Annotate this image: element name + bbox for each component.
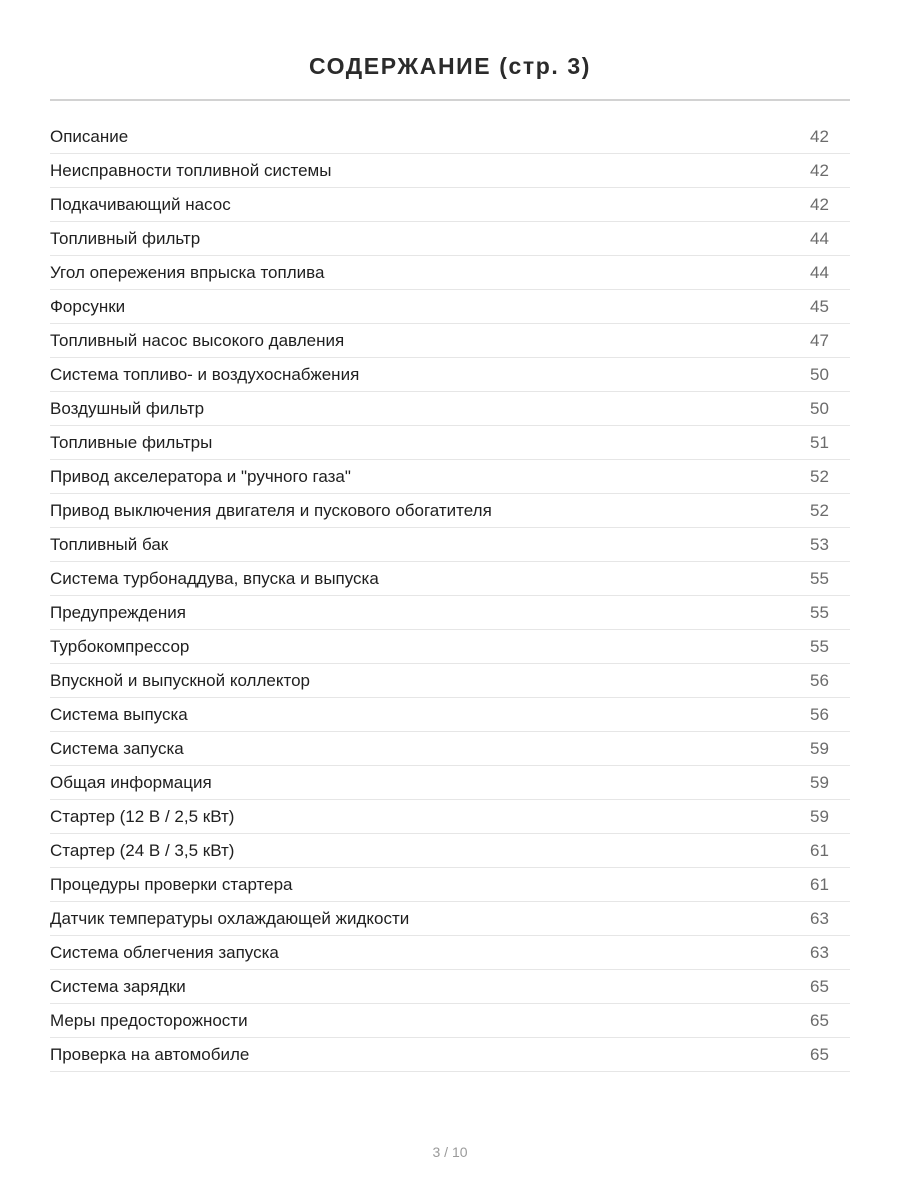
toc-entry-title: Подкачивающий насос — [50, 195, 231, 214]
toc-entry[interactable] — [50, 732, 850, 766]
toc-entry-title: Воздушный фильтр — [50, 399, 205, 418]
toc-entry-page-number: 55 — [810, 637, 829, 656]
toc-entry[interactable] — [50, 290, 850, 324]
toc-entry[interactable] — [50, 596, 850, 630]
toc-entry-page-number: 65 — [810, 977, 829, 996]
toc-entry[interactable] — [50, 392, 850, 426]
toc-entry[interactable] — [50, 358, 850, 392]
toc-entry-title: Меры предосторожности — [50, 1011, 248, 1030]
toc-entry[interactable] — [50, 426, 850, 460]
table-of-contents — [50, 120, 850, 1072]
toc-entry[interactable] — [50, 256, 850, 290]
toc-entry-page-number: 47 — [810, 331, 829, 350]
toc-entry-page-number: 65 — [810, 1011, 829, 1030]
toc-entry-title: Форсунки — [50, 297, 126, 316]
toc-entry[interactable] — [50, 188, 850, 222]
toc-entry[interactable] — [50, 664, 850, 698]
toc-entry-title: Привод выключения двигателя и пускового обогатителя — [50, 501, 492, 520]
toc-entry-title: Привод акселератора и "ручного газа" — [50, 467, 351, 486]
toc-entry-title: Стартер (24 В / 3,5 кВт) — [50, 841, 235, 860]
toc-entry-title: Стартер (12 В / 2,5 кВт) — [50, 807, 235, 826]
toc-entry-page-number: 42 — [810, 161, 829, 180]
toc-entry[interactable] — [50, 902, 850, 936]
toc-entry[interactable] — [50, 800, 850, 834]
toc-entry-page-number: 52 — [810, 467, 829, 486]
toc-entry[interactable] — [50, 154, 850, 188]
toc-entry[interactable] — [50, 834, 850, 868]
toc-entry-title: Топливный бак — [50, 535, 169, 554]
toc-entry-page-number: 59 — [810, 739, 829, 758]
toc-entry[interactable] — [50, 460, 850, 494]
toc-entry-title: Впускной и выпускной коллектор — [50, 671, 310, 690]
toc-entry-page-number: 56 — [810, 705, 829, 724]
toc-entry-page-number: 55 — [810, 569, 829, 588]
toc-entry-title: Процедуры проверки стартера — [50, 875, 293, 894]
toc-entry-page-number: 63 — [810, 909, 829, 928]
toc-entry-page-number: 61 — [810, 875, 829, 894]
toc-entry-title: Система зарядки — [50, 977, 186, 996]
toc-entry[interactable] — [50, 324, 850, 358]
page-number: 3 / 10 — [432, 1144, 468, 1160]
toc-entry-title: Топливные фильтры — [50, 433, 213, 452]
toc-entry[interactable] — [50, 494, 850, 528]
toc-entry-page-number: 44 — [810, 263, 829, 282]
toc-entry-page-number: 45 — [810, 297, 829, 316]
toc-entry-title: Общая информация — [50, 773, 212, 792]
toc-entry-title: Топливный фильтр — [50, 229, 201, 248]
toc-entry[interactable] — [50, 562, 850, 596]
toc-entry-page-number: 56 — [810, 671, 829, 690]
toc-entry-page-number: 52 — [810, 501, 829, 520]
toc-entry-title: Проверка на автомобиле — [50, 1045, 250, 1064]
toc-entry[interactable] — [50, 970, 850, 1004]
toc-entry-page-number: 63 — [810, 943, 829, 962]
toc-entry-title: Датчик температуры охлаждающей жидкости — [50, 909, 410, 928]
toc-entry-page-number: 65 — [810, 1045, 829, 1064]
toc-entry[interactable] — [50, 868, 850, 902]
toc-entry[interactable] — [50, 1038, 850, 1072]
toc-entry-page-number: 53 — [810, 535, 829, 554]
toc-entry-page-number: 42 — [810, 195, 829, 214]
toc-entry[interactable] — [50, 528, 850, 562]
toc-entry-page-number: 59 — [810, 807, 829, 826]
toc-entry[interactable] — [50, 120, 850, 154]
page-title: СОДЕРЖАНИЕ (стр. 3) — [308, 53, 592, 80]
toc-entry[interactable] — [50, 222, 850, 256]
toc-entry[interactable] — [50, 766, 850, 800]
toc-entry[interactable] — [50, 698, 850, 732]
toc-entry-page-number: 55 — [810, 603, 829, 622]
toc-entry-title: Система турбонаддува, впуска и выпуска — [50, 569, 379, 588]
toc-entry-title: Угол опережения впрыска топлива — [50, 263, 325, 282]
toc-entry-title: Описание — [50, 127, 129, 146]
toc-entry-title: Неисправности топливной системы — [50, 161, 332, 180]
toc-entry-page-number: 51 — [810, 433, 829, 452]
toc-entry-page-number: 44 — [810, 229, 829, 248]
toc-entry-page-number: 61 — [810, 841, 829, 860]
title-divider — [50, 99, 850, 101]
toc-entry-page-number: 59 — [810, 773, 829, 792]
toc-entry[interactable] — [50, 630, 850, 664]
toc-entry-page-number: 42 — [810, 127, 829, 146]
toc-entry-page-number: 50 — [810, 365, 829, 384]
toc-entry-title: Топливный насос высокого давления — [50, 331, 345, 350]
toc-entry-title: Система облегчения запуска — [50, 943, 279, 962]
toc-entry-title: Турбокомпрессор — [50, 637, 190, 656]
toc-entry-title: Предупреждения — [50, 603, 186, 622]
toc-entry-title: Система запуска — [50, 739, 184, 758]
toc-entry-title: Система топливо- и воздухоснабжения — [50, 365, 360, 384]
toc-entry[interactable] — [50, 1004, 850, 1038]
toc-entry-page-number: 50 — [810, 399, 829, 418]
toc-entry-title: Система выпуска — [50, 705, 188, 724]
toc-entry[interactable] — [50, 936, 850, 970]
